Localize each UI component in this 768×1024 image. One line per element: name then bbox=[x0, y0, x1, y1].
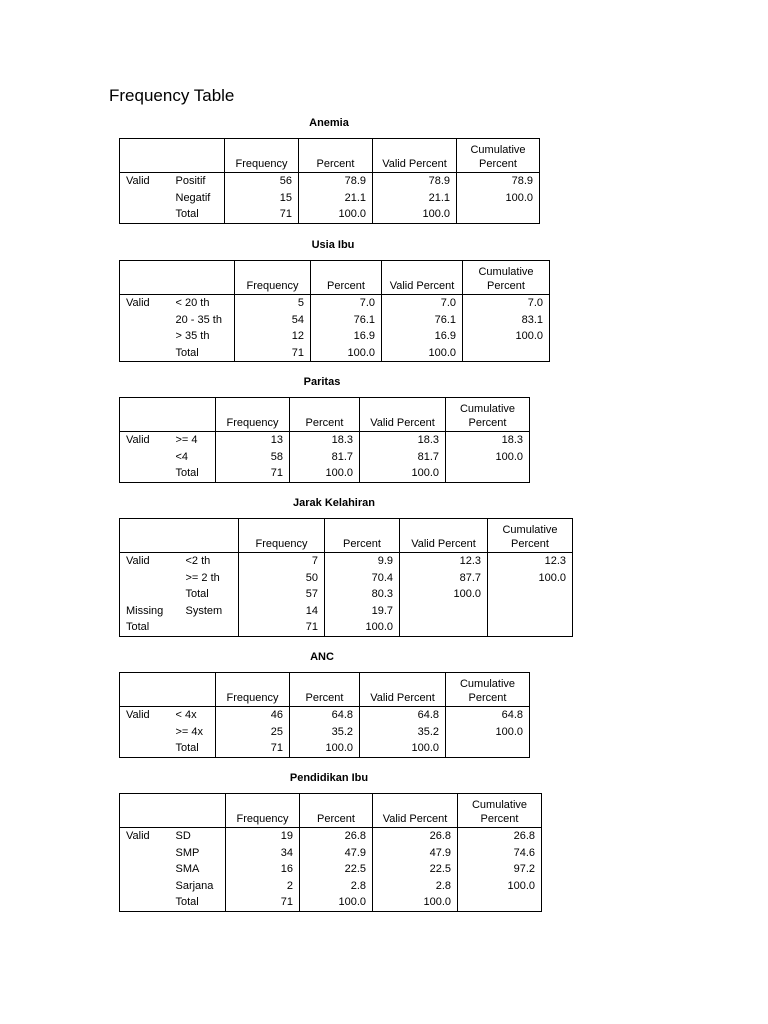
row-group-label bbox=[120, 328, 170, 345]
row-group-label: Missing bbox=[126, 604, 164, 617]
cumulative-percent-cell: 7.0 bbox=[463, 295, 550, 312]
valid-percent-cell bbox=[400, 603, 488, 620]
percent-cell: 64.8 bbox=[290, 707, 360, 724]
column-header: Frequency bbox=[216, 673, 290, 707]
column-header: Frequency bbox=[225, 139, 299, 173]
column-header: Cumulative Percent bbox=[463, 261, 550, 295]
column-header: Valid Percent bbox=[382, 261, 463, 295]
percent-cell: 18.3 bbox=[290, 432, 360, 449]
table-row bbox=[120, 740, 530, 757]
frequency-cell: 71 bbox=[216, 465, 290, 482]
column-header: Valid Percent bbox=[400, 519, 488, 553]
cumulative-percent-cell bbox=[488, 619, 573, 636]
frequency-cell: 50 bbox=[239, 570, 325, 587]
frequency-table-anc bbox=[119, 672, 530, 758]
valid-percent-cell: 22.5 bbox=[373, 861, 458, 878]
cumulative-percent-cell bbox=[446, 465, 530, 482]
valid-percent-cell: 100.0 bbox=[400, 586, 488, 603]
percent-cell: 100.0 bbox=[290, 740, 360, 757]
table-header-row bbox=[120, 261, 550, 295]
valid-percent-cell: 78.9 bbox=[373, 173, 457, 190]
percent-cell: 100.0 bbox=[290, 465, 360, 482]
column-header: Valid Percent bbox=[373, 794, 458, 828]
valid-percent-cell: 2.8 bbox=[373, 878, 458, 895]
valid-percent-cell: 16.9 bbox=[382, 328, 463, 345]
row-group-label bbox=[120, 465, 170, 482]
frequency-cell: 46 bbox=[216, 707, 290, 724]
header-stub-cell bbox=[120, 139, 225, 173]
valid-percent-cell: 87.7 bbox=[400, 570, 488, 587]
header-stub-cell bbox=[120, 398, 216, 432]
table-row bbox=[120, 173, 540, 190]
cumulative-percent-cell bbox=[488, 603, 573, 620]
percent-cell: 35.2 bbox=[290, 724, 360, 741]
row-category-label bbox=[180, 619, 239, 636]
row-group-label bbox=[120, 206, 170, 223]
table-row bbox=[120, 432, 530, 449]
frequency-cell: 54 bbox=[235, 312, 311, 329]
cumulative-percent-cell bbox=[446, 740, 530, 757]
cumulative-percent-cell bbox=[457, 206, 540, 223]
percent-cell: 47.9 bbox=[300, 845, 373, 862]
cumulative-percent-cell: 26.8 bbox=[458, 828, 542, 845]
row-category-label: Total bbox=[170, 206, 225, 223]
cumulative-percent-cell: 100.0 bbox=[488, 570, 573, 587]
percent-cell: 80.3 bbox=[325, 586, 400, 603]
table-row bbox=[120, 603, 573, 620]
valid-percent-cell: 21.1 bbox=[373, 190, 457, 207]
row-category-label: 20 - 35 th bbox=[170, 312, 235, 329]
table-row bbox=[120, 553, 573, 570]
frequency-table-paritas bbox=[119, 397, 530, 483]
row-category-label: <4 bbox=[170, 449, 216, 466]
page-title: Frequency Table bbox=[109, 86, 235, 105]
valid-percent-cell: 76.1 bbox=[382, 312, 463, 329]
row-group-label bbox=[120, 878, 170, 895]
valid-percent-cell: 26.8 bbox=[373, 828, 458, 845]
row-group-label: Valid bbox=[126, 434, 150, 447]
row-category-label: Sarjana bbox=[170, 878, 226, 895]
frequency-cell: 71 bbox=[239, 619, 325, 636]
cumulative-percent-cell bbox=[488, 586, 573, 603]
table-row bbox=[120, 878, 542, 895]
row-category-label: Total bbox=[170, 465, 216, 482]
column-header: Cumulative Percent bbox=[446, 398, 530, 432]
row-group-label bbox=[120, 570, 180, 587]
percent-cell: 9.9 bbox=[325, 553, 400, 570]
frequency-cell: 25 bbox=[216, 724, 290, 741]
table-title-paritas: Paritas bbox=[303, 376, 341, 388]
percent-cell: 2.8 bbox=[300, 878, 373, 895]
column-header: Cumulative Percent bbox=[488, 519, 573, 553]
table-title-usia-ibu: Usia Ibu bbox=[311, 239, 355, 251]
cumulative-percent-cell: 97.2 bbox=[458, 861, 542, 878]
frequency-cell: 19 bbox=[226, 828, 300, 845]
frequency-cell: 71 bbox=[226, 894, 300, 911]
row-category-label: >= 4 bbox=[170, 432, 216, 449]
valid-percent-cell: 100.0 bbox=[382, 345, 463, 362]
valid-percent-cell: 18.3 bbox=[360, 432, 446, 449]
column-header: Percent bbox=[325, 519, 400, 553]
row-group-label bbox=[120, 586, 180, 603]
frequency-cell: 57 bbox=[239, 586, 325, 603]
percent-cell: 100.0 bbox=[299, 206, 373, 223]
row-category-label: System bbox=[180, 603, 239, 620]
row-category-label: Total bbox=[170, 345, 235, 362]
frequency-cell: 71 bbox=[225, 206, 299, 223]
percent-cell: 100.0 bbox=[325, 619, 400, 636]
row-category-label: Positif bbox=[170, 173, 225, 190]
column-header: Percent bbox=[300, 794, 373, 828]
cumulative-percent-cell: 64.8 bbox=[446, 707, 530, 724]
valid-percent-cell bbox=[400, 619, 488, 636]
table-title-pendidikan-ibu: Pendidikan Ibu bbox=[289, 772, 369, 784]
percent-cell: 21.1 bbox=[299, 190, 373, 207]
header-stub-cell bbox=[120, 673, 216, 707]
column-header: Cumulative Percent bbox=[446, 673, 530, 707]
column-header: Frequency bbox=[235, 261, 311, 295]
frequency-cell: 12 bbox=[235, 328, 311, 345]
table-row bbox=[120, 894, 542, 911]
row-category-label: SMA bbox=[170, 861, 226, 878]
row-category-label: >= 2 th bbox=[180, 570, 239, 587]
table-row bbox=[120, 724, 530, 741]
frequency-cell: 58 bbox=[216, 449, 290, 466]
row-category-label: SD bbox=[170, 828, 226, 845]
column-header: Frequency bbox=[216, 398, 290, 432]
percent-cell: 100.0 bbox=[300, 894, 373, 911]
table-title-anemia: Anemia bbox=[309, 117, 349, 129]
row-category-label: SMP bbox=[170, 845, 226, 862]
frequency-table-usia-ibu bbox=[119, 260, 550, 362]
column-header: Cumulative Percent bbox=[457, 139, 540, 173]
percent-cell: 22.5 bbox=[300, 861, 373, 878]
table-header-row bbox=[120, 673, 530, 707]
row-group-label bbox=[120, 345, 170, 362]
table-row bbox=[120, 328, 550, 345]
cumulative-percent-cell: 12.3 bbox=[488, 553, 573, 570]
table-row bbox=[120, 312, 550, 329]
row-group-label: Total bbox=[126, 621, 150, 634]
table-title-anc: ANC bbox=[310, 651, 334, 663]
row-category-label: Negatif bbox=[170, 190, 225, 207]
valid-percent-cell: 100.0 bbox=[360, 465, 446, 482]
valid-percent-cell: 12.3 bbox=[400, 553, 488, 570]
valid-percent-cell: 35.2 bbox=[360, 724, 446, 741]
column-header: Percent bbox=[290, 398, 360, 432]
header-stub-cell bbox=[120, 519, 239, 553]
frequency-cell: 16 bbox=[226, 861, 300, 878]
cumulative-percent-cell: 100.0 bbox=[446, 724, 530, 741]
column-header: Cumulative Percent bbox=[458, 794, 542, 828]
valid-percent-cell: 100.0 bbox=[373, 894, 458, 911]
frequency-table-pendidikan-ibu bbox=[119, 793, 542, 912]
valid-percent-cell: 100.0 bbox=[373, 206, 457, 223]
row-group-label bbox=[120, 894, 170, 911]
row-group-label: Valid bbox=[126, 175, 150, 188]
cumulative-percent-cell: 74.6 bbox=[458, 845, 542, 862]
row-category-label: < 4x bbox=[170, 707, 216, 724]
column-header: Valid Percent bbox=[360, 673, 446, 707]
table-header-row bbox=[120, 794, 542, 828]
frequency-cell: 14 bbox=[239, 603, 325, 620]
cumulative-percent-cell: 83.1 bbox=[463, 312, 550, 329]
row-category-label: >= 4x bbox=[170, 724, 216, 741]
header-stub-cell bbox=[120, 261, 235, 295]
table-row bbox=[120, 845, 542, 862]
percent-cell: 26.8 bbox=[300, 828, 373, 845]
cumulative-percent-cell bbox=[458, 894, 542, 911]
column-header: Percent bbox=[299, 139, 373, 173]
table-row bbox=[120, 295, 550, 312]
frequency-cell: 56 bbox=[225, 173, 299, 190]
percent-cell: 16.9 bbox=[311, 328, 382, 345]
row-category-label: Total bbox=[170, 740, 216, 757]
row-category-label: > 35 th bbox=[170, 328, 235, 345]
frequency-cell: 71 bbox=[216, 740, 290, 757]
row-group-label: Valid bbox=[126, 830, 150, 843]
table-row bbox=[120, 586, 573, 603]
table-row bbox=[120, 619, 573, 636]
percent-cell: 81.7 bbox=[290, 449, 360, 466]
column-header: Frequency bbox=[239, 519, 325, 553]
frequency-table-jarak-kelahiran bbox=[119, 518, 573, 637]
row-group-label bbox=[120, 861, 170, 878]
percent-cell: 70.4 bbox=[325, 570, 400, 587]
row-group-label: Valid bbox=[126, 297, 150, 310]
row-category-label: < 20 th bbox=[170, 295, 235, 312]
frequency-cell: 13 bbox=[216, 432, 290, 449]
header-stub-cell bbox=[120, 794, 226, 828]
table-row bbox=[120, 190, 540, 207]
row-category-label: Total bbox=[180, 586, 239, 603]
column-header: Valid Percent bbox=[360, 398, 446, 432]
column-header: Percent bbox=[290, 673, 360, 707]
table-row bbox=[120, 206, 540, 223]
valid-percent-cell: 100.0 bbox=[360, 740, 446, 757]
cumulative-percent-cell: 78.9 bbox=[457, 173, 540, 190]
percent-cell: 76.1 bbox=[311, 312, 382, 329]
column-header: Valid Percent bbox=[373, 139, 457, 173]
table-title-jarak-kelahiran: Jarak Kelahiran bbox=[293, 497, 375, 509]
row-group-label bbox=[120, 845, 170, 862]
cumulative-percent-cell: 18.3 bbox=[446, 432, 530, 449]
percent-cell: 19.7 bbox=[325, 603, 400, 620]
row-category-label: Total bbox=[170, 894, 226, 911]
cumulative-percent-cell: 100.0 bbox=[446, 449, 530, 466]
valid-percent-cell: 64.8 bbox=[360, 707, 446, 724]
percent-cell: 7.0 bbox=[311, 295, 382, 312]
frequency-cell: 34 bbox=[226, 845, 300, 862]
column-header: Frequency bbox=[226, 794, 300, 828]
table-header-row bbox=[120, 519, 573, 553]
row-group-label: Valid bbox=[126, 555, 150, 568]
table-row bbox=[120, 828, 542, 845]
valid-percent-cell: 81.7 bbox=[360, 449, 446, 466]
frequency-cell: 15 bbox=[225, 190, 299, 207]
frequency-cell: 5 bbox=[235, 295, 311, 312]
table-row bbox=[120, 465, 530, 482]
row-group-label bbox=[120, 449, 170, 466]
row-category-label: <2 th bbox=[180, 553, 239, 570]
valid-percent-cell: 7.0 bbox=[382, 295, 463, 312]
percent-cell: 78.9 bbox=[299, 173, 373, 190]
valid-percent-cell: 47.9 bbox=[373, 845, 458, 862]
table-header-row bbox=[120, 398, 530, 432]
row-group-label bbox=[120, 724, 170, 741]
table-header-row bbox=[120, 139, 540, 173]
frequency-table-anemia bbox=[119, 138, 540, 224]
table-row bbox=[120, 861, 542, 878]
frequency-cell: 71 bbox=[235, 345, 311, 362]
table-row bbox=[120, 345, 550, 362]
percent-cell: 100.0 bbox=[311, 345, 382, 362]
row-group-label: Valid bbox=[126, 709, 150, 722]
column-header: Percent bbox=[311, 261, 382, 295]
cumulative-percent-cell: 100.0 bbox=[457, 190, 540, 207]
cumulative-percent-cell bbox=[463, 345, 550, 362]
row-group-label bbox=[120, 312, 170, 329]
frequency-cell: 2 bbox=[226, 878, 300, 895]
table-row bbox=[120, 707, 530, 724]
row-group-label bbox=[120, 740, 170, 757]
cumulative-percent-cell: 100.0 bbox=[458, 878, 542, 895]
cumulative-percent-cell: 100.0 bbox=[463, 328, 550, 345]
table-row bbox=[120, 449, 530, 466]
table-row bbox=[120, 570, 573, 587]
row-group-label bbox=[120, 190, 170, 207]
frequency-cell: 7 bbox=[239, 553, 325, 570]
